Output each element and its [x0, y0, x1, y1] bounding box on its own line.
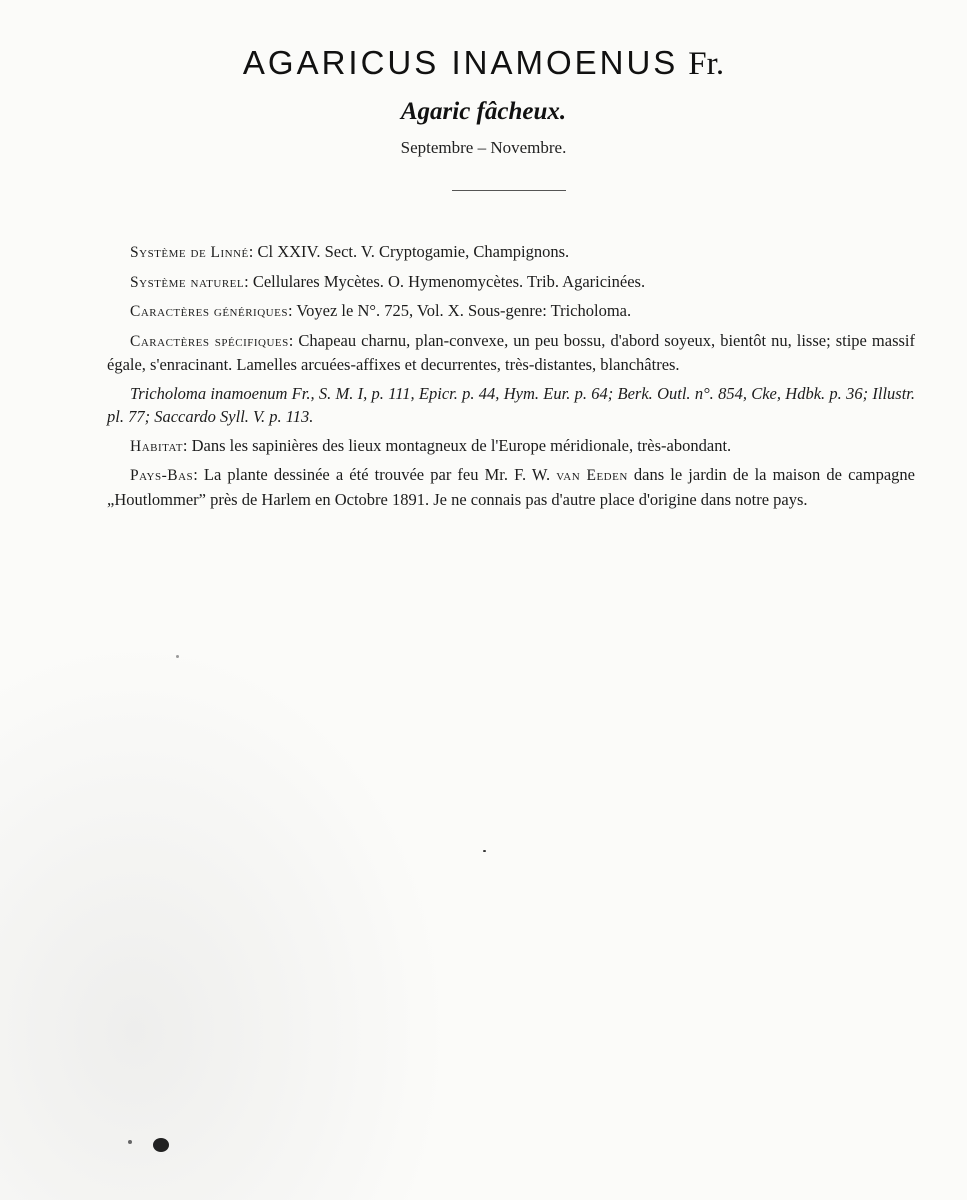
text-paysbas-after: dans le jardin de la maison de campagne „Houtlommer” près de Harlem en Octobre 1891. Je ne connais pas d'autre place d'origine dans notre pays.	[107, 465, 915, 509]
text-specifiques: : Chapeau charnu, plan-convexe, un peu bossu, d'abord soyeux, bientôt nu, lisse; stipe massif égale, s'enracinant. Lamelles arcuées-affixes et decurrentes, très-distantes, blanchâtres.	[107, 330, 915, 374]
paragraph-generiques	[107, 299, 915, 324]
paragraph-specifiques	[107, 329, 915, 377]
ink-speck	[128, 1140, 132, 1144]
text-habitat: : Dans les sapinières des lieux montagneux de l'Europe méridionale, très-abondant.	[182, 435, 732, 455]
paragraph-naturel	[107, 270, 915, 295]
label-naturel: Système naturel	[130, 273, 245, 291]
page-title	[0, 44, 967, 83]
paragraph-paysbas	[107, 463, 915, 511]
common-name: Agaric fâcheux.	[400, 98, 567, 125]
text-references: Tricholoma inamoenum Fr., S. M. I, p. 111, Epicr. p. 44, Hym. Eur. p. 64; Berk. Outl. n°. 854, Cke, Hdbk. p. 36; Illustr. pl. 77; Saccardo Syll. V. p. 113.	[107, 383, 915, 426]
ink-speck	[483, 850, 486, 852]
paragraph-references	[107, 382, 915, 429]
text-linne: : Cl XXIV. Sect. V. Cryptogamie, Champignons.	[248, 242, 570, 261]
season-line: Septembre – Novembre.	[400, 138, 567, 157]
paragraph-linne	[107, 240, 915, 265]
title-divider	[452, 190, 566, 191]
species-name: AGARICUS INAMOENUS	[242, 44, 679, 81]
label-generiques: Caractères génériques	[130, 303, 288, 320]
label-linne: Système de Linné	[130, 244, 249, 261]
label-paysbas: Pays-Bas	[130, 467, 194, 484]
label-specifiques: Caractères spécifiques	[130, 332, 289, 350]
label-habitat: Habitat	[130, 437, 183, 455]
collector-name: van Eeden	[556, 467, 628, 484]
text-generiques: : Voyez le N°. 725, Vol. X. Sous-genre: Tricholoma.	[287, 301, 632, 320]
ink-speck	[176, 655, 179, 658]
paper-smudge	[0, 640, 450, 1200]
description-body	[107, 240, 915, 516]
ink-blot	[153, 1138, 169, 1152]
author-abbrev: Fr.	[688, 46, 725, 82]
text-naturel: : Cellulares Mycètes. O. Hymenomycètes. Trib. Agaricinées.	[244, 271, 646, 291]
text-paysbas-before: : La plante dessinée a été trouvée par feu Mr. F. W.	[193, 465, 557, 484]
paragraph-habitat	[107, 434, 915, 459]
